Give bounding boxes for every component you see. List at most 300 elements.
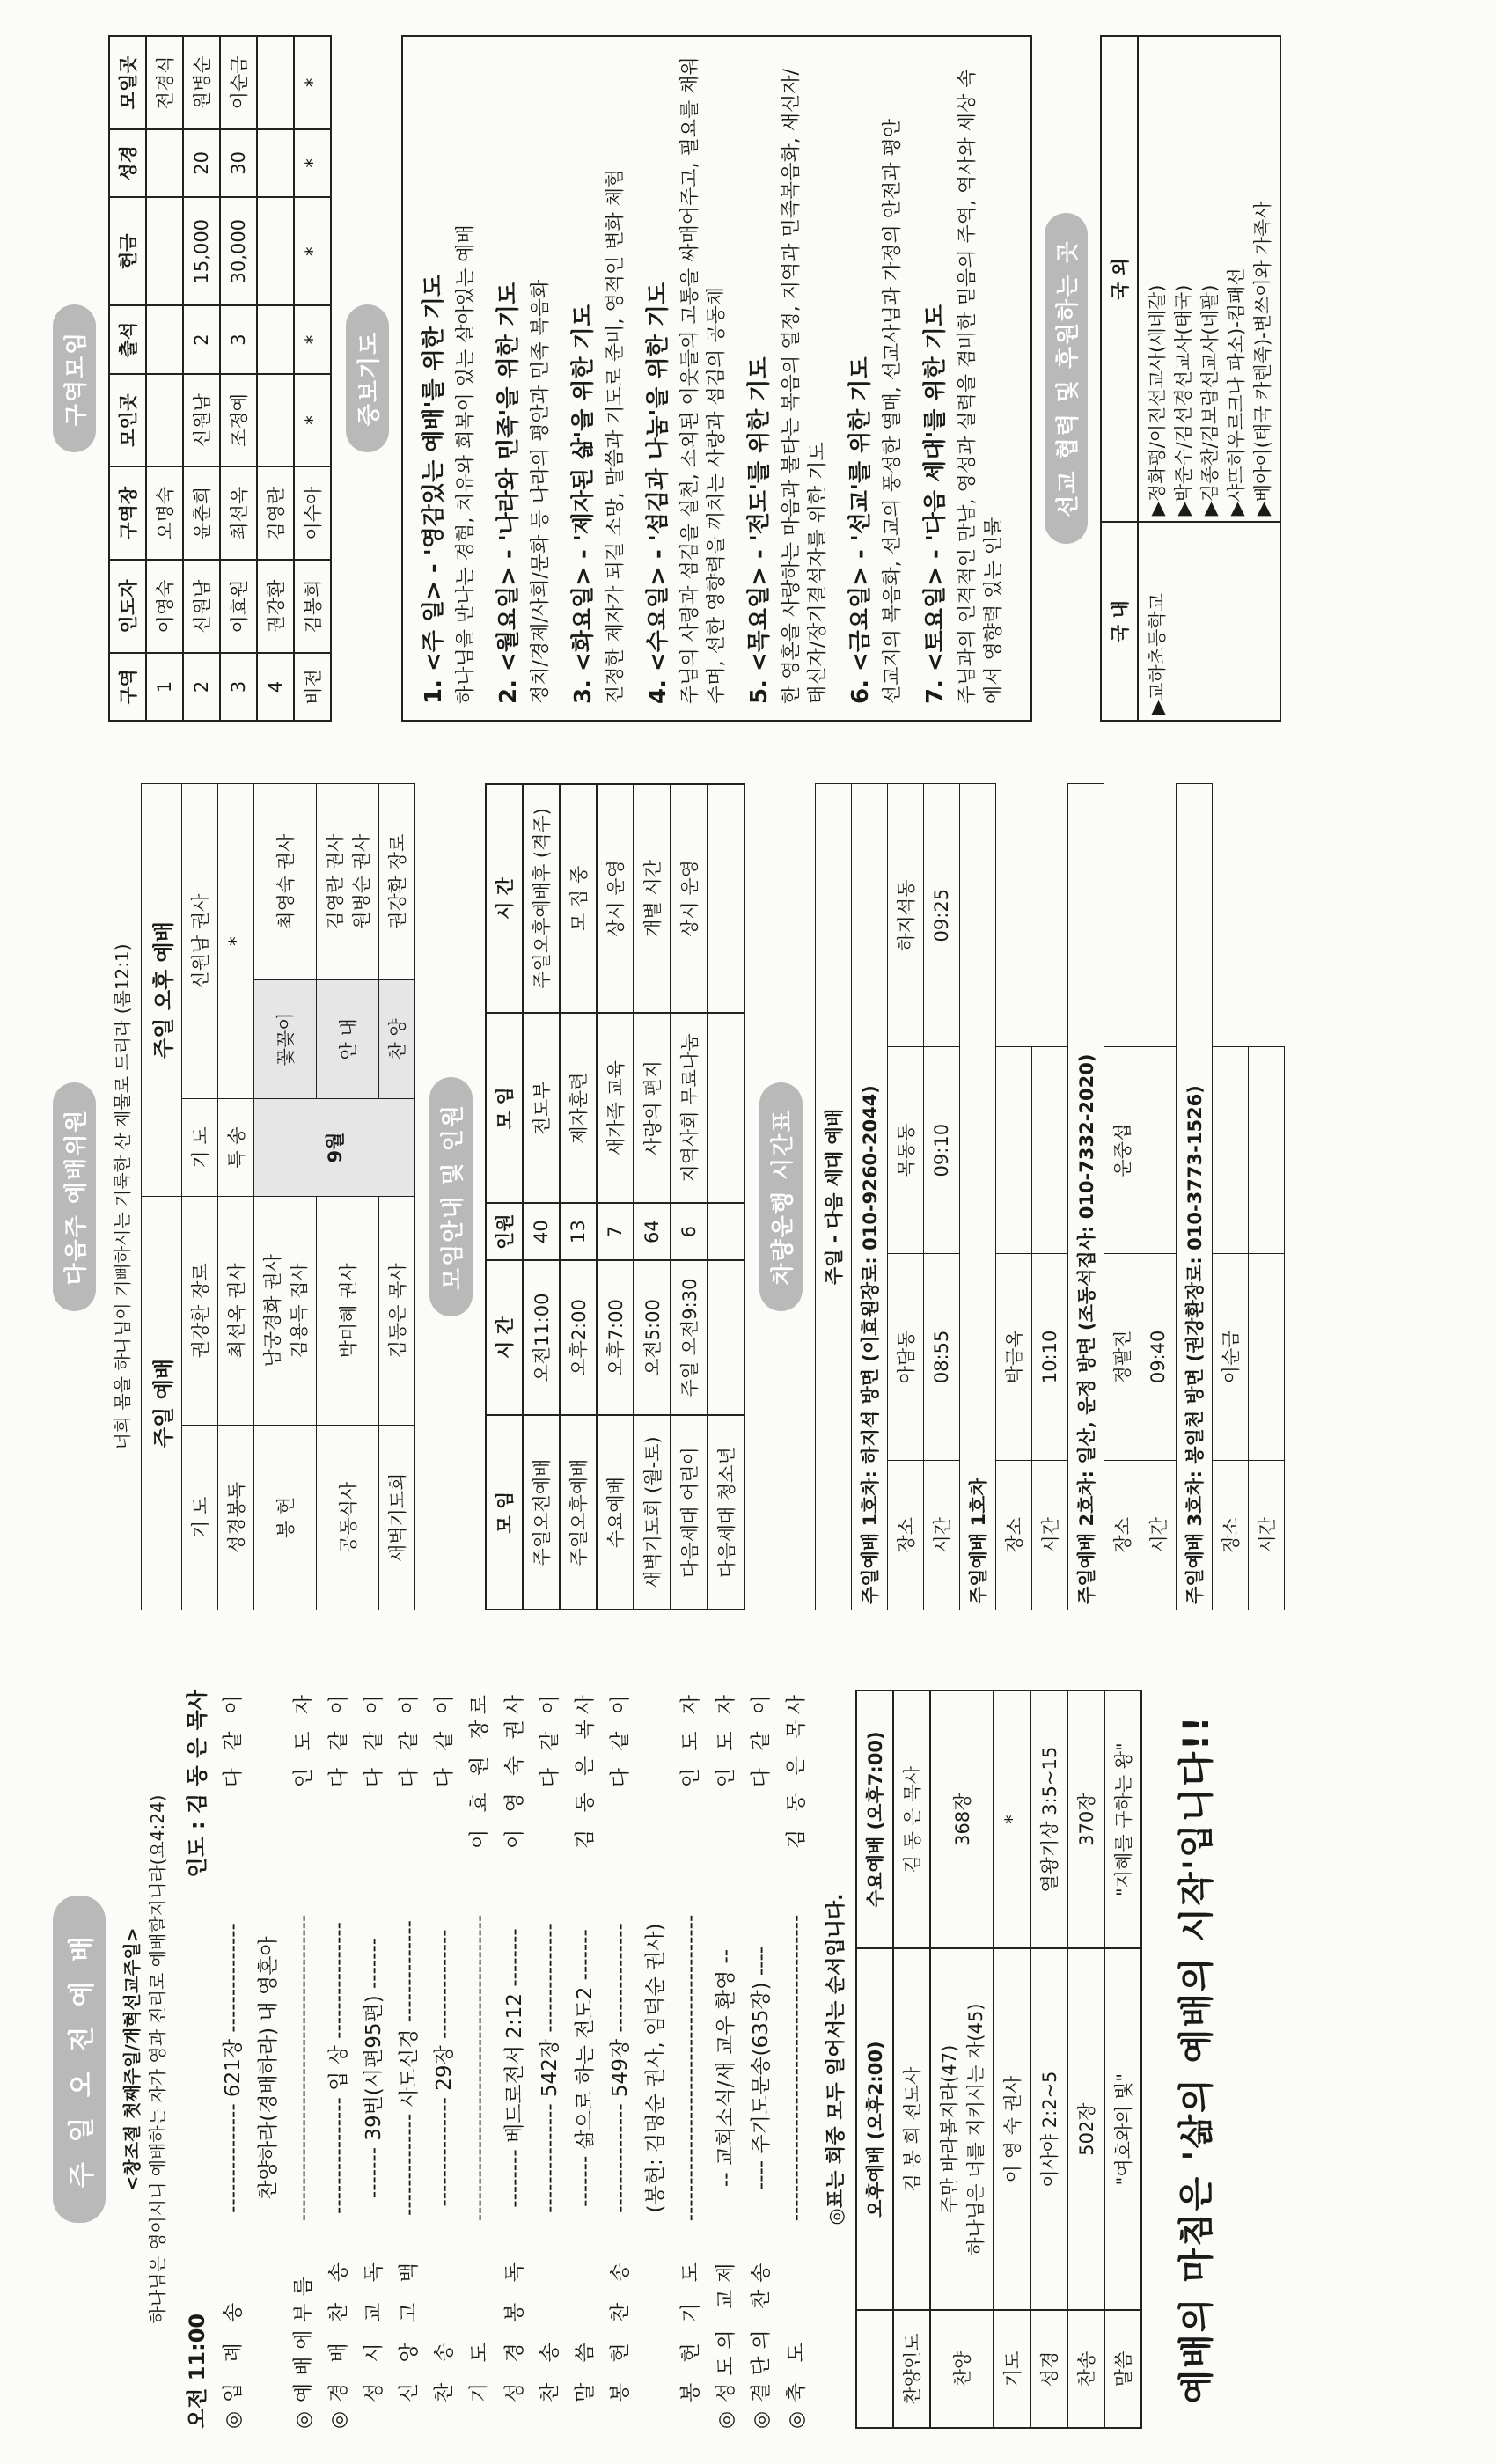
mission-title: 선교 협력 및 후원하는 곳 (1045, 213, 1088, 543)
staff-row (317, 784, 379, 1610)
cell-head-cell: 모일곳 (109, 36, 146, 129)
order-person: 다 같 이 (433, 1690, 456, 1788)
sub-cell: 370장 (1067, 1690, 1104, 1948)
car-cell: 10:10 (1032, 1254, 1068, 1461)
cell-cell: 30 (220, 129, 257, 197)
cell-group-table (108, 35, 332, 722)
meet-cell: 상시 운영 (597, 784, 634, 1013)
cell-cell: 김봉희 (294, 560, 331, 653)
meet-cell: 오후7:00 (597, 1260, 634, 1415)
car-title: 차량운행 시간표 (759, 1082, 803, 1312)
meet-cell: 13 (560, 1203, 597, 1260)
cell-cell: 전경식 (146, 36, 183, 129)
sub-cell: 이사야 2:2~5 (1030, 1948, 1067, 2310)
meet-head-cell: 인원 (486, 1203, 523, 1260)
order-person: 다 같 이 (750, 1690, 773, 1788)
order-label: 봉 헌 기 도 (679, 2255, 702, 2402)
worship-subtitle: <창조절 첫째주일/개혁선교주일> (121, 1927, 143, 2191)
meet-cell: 모 집 중 (560, 784, 597, 1013)
sub-cell: 말씀 (1104, 2310, 1141, 2428)
wednesday-service-head: 수요예배 (오후7:00) (856, 1690, 893, 1948)
order-person: 다 같 이 (539, 1690, 561, 1788)
mission-domestic-item: ▶교하초등학교 (1147, 593, 1168, 715)
meet-cell: 오전5:00 (634, 1260, 671, 1415)
standing-note: ◎표는 회중 모두 일어서는 순서입니다. (825, 1893, 847, 2226)
order-list (216, 1690, 814, 2429)
car-cell: 08:55 (924, 1254, 960, 1461)
order-person: 인 도 자 (715, 1690, 737, 1788)
cell-cell: 2 (183, 653, 220, 721)
sub-cell: 기도 (994, 2310, 1030, 2428)
cell-cell: 4 (257, 653, 294, 721)
order-detail: ------------------------------------------ (292, 1914, 315, 2222)
cell-head-cell: 성경 (109, 129, 146, 197)
cell-cell: 이수아 (294, 466, 331, 560)
order-detail: -- 교회소식/새 교우 환영 -- (715, 1948, 737, 2188)
car-cell: 09:10 (924, 1047, 960, 1254)
order-person: 다 같 이 (327, 1690, 350, 1788)
sub-cell: 찬양인도 (893, 2310, 930, 2428)
car-time-row (1032, 784, 1068, 1610)
prayer-heading: 1. <주 일> - '영감있는 예배'를 위한 기도 (421, 274, 447, 704)
staff-person: 최영숙 권사 (254, 784, 317, 980)
meet-cell: 주일 오전9:30 (671, 1260, 708, 1415)
order-detail: (봉헌: 김명순 권사, 임덕순 권사) (644, 1923, 667, 2213)
car-group-row (960, 784, 996, 1610)
sub-row (930, 1690, 994, 2428)
cell-cell: 1 (146, 653, 183, 721)
sub-cell: 성경 (1030, 2310, 1067, 2428)
order-detail: --------------- 542장 --------------- (539, 1923, 561, 2213)
order-label: 찬 송 (433, 2336, 456, 2402)
order-row (427, 1690, 462, 2429)
staff-role: 꽃꽂이 (254, 979, 317, 1099)
meet-row (671, 784, 708, 1610)
month-label: 9월 (254, 1099, 415, 1197)
staff-person: * (218, 784, 254, 1099)
order-row (497, 1690, 532, 2429)
car-group-row (1068, 784, 1104, 1610)
order-row (744, 1690, 779, 2429)
sub-row (1067, 1690, 1104, 2428)
am-service-head: 주일 예배 (142, 1196, 182, 1610)
meet-cell: 주일오전예배 (523, 1415, 560, 1610)
staff-role: 봉 헌 (254, 1425, 317, 1610)
staff-role: 기 도 (182, 1425, 218, 1610)
cell-cell: 원병순 (183, 36, 220, 129)
cell-row (146, 36, 183, 721)
order-detail: -------- 베드로전서 2:12 -------- (503, 1928, 526, 2208)
car-place-row (1213, 784, 1249, 1610)
mission-table (1100, 35, 1281, 722)
cell-cell (257, 129, 294, 197)
sub-cell: "지혜를 구하는 왕" (1104, 1690, 1141, 1948)
order-row (286, 1690, 321, 2429)
sub-cell: * (994, 1690, 1030, 1948)
staff-person: 최선옥 권사 (218, 1196, 254, 1425)
car-cell: 시간 (1032, 1460, 1068, 1610)
order-label: 말 씀 (574, 2336, 597, 2402)
meet-cell: 40 (523, 1203, 560, 1260)
sub-row (893, 1690, 930, 2428)
cell-cell: * (294, 36, 331, 129)
meet-cell (708, 1013, 744, 1203)
staff-row (379, 784, 415, 1610)
cell-cell: 김영란 (257, 466, 294, 560)
cell-head-cell: 인도자 (109, 560, 146, 653)
meeting-table (485, 783, 745, 1610)
cell-cell: * (294, 197, 331, 306)
car-cell: 박금옥 (996, 1254, 1032, 1461)
order-person: 다 같 이 (363, 1690, 385, 1788)
meet-cell: 다음세대 어린이 (671, 1415, 708, 1610)
meet-cell: 제자훈련 (560, 1013, 597, 1203)
order-mark: ◎ (785, 2410, 808, 2429)
worship-time: 오전 11:00 (185, 2313, 209, 2429)
prayer-text: 주님과의 인격적인 만남, 영성과 실력을 겸비한 믿음의 주역, 역사와 세상 속에서 영향력 있는 인물 (957, 69, 1005, 704)
meet-row (708, 784, 744, 1610)
staff-person: 권강환 장로 (182, 1196, 218, 1425)
cell-cell: 권강환 (257, 560, 294, 653)
meet-cell: 6 (671, 1203, 708, 1260)
order-detail: ------------------------------------------ (679, 1914, 702, 2222)
meet-cell (708, 1260, 744, 1415)
cell-row (294, 36, 331, 721)
prayer-heading: 4. <수요일> - '섬김과 나눔'을 위한 기도 (645, 282, 671, 704)
car-cell (1032, 1047, 1068, 1254)
order-row (251, 1690, 286, 2429)
order-label: 축 도 (785, 2336, 808, 2402)
meet-row (597, 784, 634, 1610)
sub-row (1030, 1690, 1067, 2428)
staff-person: 남궁경화 권사 김용득 집사 (254, 1196, 317, 1425)
order-mark: ◎ (750, 2410, 773, 2429)
meet-cell: 새벽기도회 (월-토) (634, 1415, 671, 1610)
order-person: 이 영 숙 권사 (503, 1690, 526, 1850)
pm-service-head: 주일 오후 예배 (142, 784, 182, 1197)
staff-person: 신원남 권사 (182, 784, 218, 1099)
order-detail: ------- 삶으로 하는 전도2 ------- (574, 1929, 597, 2207)
cell-row (183, 36, 220, 721)
sub-cell: 열왕기상 3:5~15 (1030, 1690, 1067, 1948)
order-row (321, 1690, 356, 2429)
cell-cell: 3 (220, 305, 257, 373)
car-cell (1213, 1047, 1249, 1254)
meet-head-cell: 모 임 (486, 1415, 523, 1610)
staff-person: 김동은 목사 (379, 1196, 415, 1425)
order-detail: ------- 39번(시편95편) ------- (363, 1937, 385, 2199)
cell-head-cell: 구역장 (109, 466, 146, 560)
staff-role: 안 내 (317, 979, 379, 1099)
staff-table (141, 783, 415, 1610)
order-label: 신 앙 고 백 (398, 2255, 421, 2402)
car-cell (996, 1047, 1032, 1254)
order-label: 성도의 교제 (715, 2255, 737, 2402)
order-detail: ---- 주기도문송(635장) ---- (750, 1946, 773, 2190)
prayer-heading: 6. <금요일> - '선교'를 위한 기도 (847, 356, 874, 704)
sub-cell: 이 영 숙 권사 (994, 1948, 1030, 2310)
cell-head-cell: 구역 (109, 653, 146, 721)
car-group-row (852, 784, 888, 1610)
order-row (638, 1690, 673, 2429)
order-person: 인 도 자 (679, 1690, 702, 1788)
meet-cell: 수요예배 (597, 1415, 634, 1610)
meet-cell: 지역사회 무료나눔 (671, 1013, 708, 1203)
car-cell (1140, 1047, 1177, 1254)
cell-group-panel (0, 0, 1496, 739)
order-detail: --------------- 29장 --------------- (433, 1929, 456, 2207)
staff-row (218, 784, 254, 1610)
mission-overseas-item: ▶정화평/이진선교사(세네갈) (1147, 284, 1168, 517)
prayer-title: 중보기도 (346, 304, 389, 452)
car-cell: 하지석동 (888, 784, 924, 1047)
order-detail: ------------------------------------------ (468, 1914, 491, 2222)
order-label: 성 시 교 독 (363, 2255, 385, 2402)
order-label: 결단의 찬송 (750, 2255, 773, 2402)
meeting-title: 모임안내 및 인원 (429, 1077, 473, 1316)
cell-cell: 오명숙 (146, 466, 183, 560)
meet-cell: 새가족 교육 (597, 1013, 634, 1203)
order-person: 김 동 은 목사 (574, 1690, 597, 1850)
order-mark: ◎ (327, 2410, 350, 2429)
cell-cell: 윤춘희 (183, 466, 220, 560)
sub-cell: 502장 (1067, 1948, 1104, 2310)
cell-cell: 2 (183, 305, 220, 373)
order-label: 찬 송 (539, 2336, 561, 2402)
domestic-head: 국 내 (1101, 522, 1138, 721)
car-cell: 장소 (1104, 1460, 1140, 1610)
car-head: 주일 - 다음 세대 예배 (816, 784, 852, 1610)
cell-cell (146, 197, 183, 306)
meet-cell (708, 1203, 744, 1260)
staff-row (182, 784, 218, 1610)
staff-row (254, 784, 317, 1610)
sub-row (994, 1690, 1030, 2428)
prayer-text: 진정한 제자가 되길 소망, 말씀과 기도로 준비, 영적인 변화 체험 (605, 168, 627, 704)
meet-cell: 개별 시간 (634, 784, 671, 1013)
car-cell (1249, 1254, 1285, 1461)
worship-title: 주 일 오 전 예 배 (53, 1896, 106, 2223)
staff-role: 공동식사 (317, 1425, 379, 1610)
order-row (673, 1690, 708, 2429)
car-place-row (996, 784, 1032, 1610)
cell-cell (257, 36, 294, 129)
order-mark: ◎ (222, 2410, 245, 2429)
order-detail: ---------------- 입 상 ---------------- (327, 1922, 350, 2214)
cell-cell (257, 197, 294, 306)
car-cell: 이순금 (1213, 1254, 1249, 1461)
meet-cell: 7 (597, 1203, 634, 1260)
order-person: 인 도 자 (292, 1690, 315, 1788)
car-cell: 장소 (1213, 1460, 1249, 1610)
order-label: 경 배 찬 송 (327, 2255, 350, 2402)
order-detail: --------------- 621장 --------------- (222, 1923, 245, 2213)
car-cell: 시간 (1140, 1460, 1177, 1610)
cell-cell (257, 305, 294, 373)
car-cell: 운중섭 (1104, 1047, 1140, 1254)
prayer-text: 주님의 사랑과 섬김을 실천, 소외된 이웃들의 고통을 싸매어주고, 필요를 채워주며, 선한 영향력을 끼치는 사랑과 섬김의 공동체 (679, 56, 728, 704)
cell-head-cell: 헌금 (109, 197, 146, 306)
prayer-heading: 2. <월요일> - '나라와 민족'을 위한 기도 (495, 282, 522, 704)
sub-cell: "여호와의 빛" (1104, 1948, 1141, 2310)
cell-head-cell: 모인곳 (109, 374, 146, 467)
worship-verse: 하나님은 영이시니 예배하는 자가 영과 진리로 예배할지니라(요4:24) (147, 1794, 168, 2324)
car-cell: 아담동 (888, 1254, 924, 1461)
mission-overseas-item: ▶박준수/김선경선교사(태국) (1173, 284, 1194, 517)
meet-cell (708, 784, 744, 1013)
meet-cell: 사랑의 편지 (634, 1013, 671, 1203)
staff-role: 찬 양 (379, 979, 415, 1099)
order-mark: ◎ (292, 2410, 315, 2429)
worship-order-panel (0, 1654, 1496, 2464)
order-label: 기 도 (468, 2336, 491, 2402)
cell-cell (146, 305, 183, 373)
cell-cell: 조정예 (220, 374, 257, 467)
car-time-row (1140, 784, 1177, 1610)
order-row (603, 1690, 638, 2429)
meet-row (523, 784, 560, 1610)
car-time-row (1249, 784, 1285, 1610)
order-row (216, 1690, 251, 2429)
meet-row (560, 784, 597, 1610)
weekday-service-table (855, 1690, 1142, 2429)
cell-cell: * (294, 129, 331, 197)
staff-role: 새벽기도회 (379, 1425, 415, 1610)
car-time-row (924, 784, 960, 1610)
prayer-text: 선교지의 복음화, 선교의 풍성한 열매, 선교사님과 가정의 안전과 평안 (882, 119, 904, 704)
meet-cell: 오후2:00 (560, 1260, 597, 1415)
car-schedule-table (815, 783, 1285, 1610)
sub-cell: 김 봉 희 전도사 (893, 1948, 930, 2310)
staff-role: 성경봉독 (218, 1425, 254, 1610)
staff-person: 권강환 장로 (379, 784, 415, 980)
car-place-row (888, 784, 924, 1610)
cell-cell: 이순금 (220, 36, 257, 129)
cell-row (220, 36, 257, 721)
meet-cell: 다음세대 청소년 (708, 1415, 744, 1610)
sub-row (1104, 1690, 1141, 2428)
order-person: 다 같 이 (398, 1690, 421, 1788)
car-place-row (1104, 784, 1140, 1610)
order-person: 다 같 이 (222, 1690, 245, 1788)
meet-cell: 오전11:00 (523, 1260, 560, 1415)
car-group-title: 주일예배 2호차: 일산, 운정 방면 (조동석집사: 010-7332-2020) (1068, 784, 1104, 1610)
order-row (708, 1690, 744, 2429)
order-row (532, 1690, 568, 2429)
cell-cell: 3 (220, 653, 257, 721)
overseas-head: 국 외 (1101, 36, 1138, 522)
cell-cell (146, 129, 183, 197)
prayer-text: 정치/경제/사회/문화 등 나라의 평안과 민족 복음화 (530, 279, 552, 704)
order-detail: 찬양하라(경배하라) 내 영혼아 (257, 1936, 280, 2200)
cell-cell: * (294, 374, 331, 467)
car-group-title: 주일예배 1호차 (960, 784, 996, 1610)
staff-person: 김영란 권사 원병순 권사 (317, 784, 379, 980)
worship-leader: 인도 : 김 동 은 목사 (185, 1690, 209, 1878)
car-cell: 09:40 (1140, 1254, 1177, 1461)
prayer-text: 하나님을 만나는 경험, 치유와 회복이 있는 살아있는 예배 (455, 224, 477, 704)
car-cell (1249, 1047, 1285, 1254)
cell-cell: 30,000 (220, 197, 257, 306)
order-label: 성 경 봉 독 (503, 2255, 526, 2402)
meet-head-cell: 시 간 (486, 784, 523, 1013)
sub-cell: 찬송 (1067, 2310, 1104, 2428)
cell-cell: 이효원 (220, 560, 257, 653)
car-group-row (1177, 784, 1213, 1610)
closing-slogan: 예배의 마침은 '삶의 예배의 시작'입니다!! (1177, 1714, 1217, 2404)
car-cell: 정팔진 (1104, 1254, 1140, 1461)
service-staff-panel (0, 757, 1496, 1637)
order-person: 김 동 은 목사 (785, 1690, 808, 1850)
prayer-heading: 7. <토요일> - '다음 세대'를 위한 기도 (922, 304, 949, 704)
cell-cell: 신원남 (183, 374, 220, 467)
cell-cell (146, 374, 183, 467)
order-row (462, 1690, 497, 2429)
order-detail: ------------------------------------------ (785, 1914, 808, 2222)
meet-cell: 주일오후예배 (560, 1415, 597, 1610)
order-mark: ◎ (715, 2410, 737, 2429)
mission-overseas-item: ▶베아이(태국 카렌족)-변쓰이와 가족사 (1252, 201, 1273, 517)
order-label: 봉 헌 찬 송 (609, 2255, 632, 2402)
prayer-list (401, 35, 1032, 722)
order-row (779, 1690, 814, 2429)
prayer-text: 한 영혼을 사랑하는 마음과 불타는 복음의 열정, 지역과 민족복음화, 새신자/태신자/장기결석자를 위한 기도 (781, 69, 829, 704)
order-label: 예배에부름 (292, 2269, 315, 2402)
order-row (356, 1690, 392, 2429)
mission-overseas-item: ▶샤뜨히우르크나 파소)-킴패선 (1226, 268, 1247, 517)
meet-cell: 주일오후예배후 (격주) (523, 784, 560, 1013)
order-detail: -------------- 사도신경 -------------- (398, 1920, 421, 2216)
meet-cell: 전도부 (523, 1013, 560, 1203)
cell-row (257, 36, 294, 721)
car-cell: 시간 (1249, 1460, 1285, 1610)
cell-head-cell: 출석 (109, 305, 146, 373)
sub-cell: 찬양 (930, 2310, 994, 2428)
order-detail: --------------- 549장 --------------- (609, 1923, 632, 2213)
cell-cell (257, 374, 294, 467)
prayer-heading: 5. <목요일> - '전도'를 위한 기도 (746, 356, 773, 704)
prayer-heading: 3. <화요일> - '제자된 삶'을 위한 기도 (570, 304, 597, 704)
meet-cell: 상시 운영 (671, 784, 708, 1013)
staff-role: 기 도 (182, 1099, 218, 1197)
car-cell: 장소 (888, 1460, 924, 1610)
order-person: 이 효 원 장로 (468, 1690, 491, 1850)
next-week-title: 다음주 예배위원 (53, 1082, 96, 1312)
cell-cell: 최선옥 (220, 466, 257, 560)
afternoon-service-head: 오후예배 (오후2:00) (856, 1948, 893, 2310)
meet-cell: 64 (634, 1203, 671, 1260)
cell-cell: 20 (183, 129, 220, 197)
cell-cell: 이영숙 (146, 560, 183, 653)
car-cell: 목동동 (888, 1047, 924, 1254)
cell-cell: 15,000 (183, 197, 220, 306)
order-person: 다 같 이 (609, 1690, 632, 1788)
order-label: 입 례 송 (222, 2295, 245, 2402)
order-row (568, 1690, 603, 2429)
order-row (392, 1690, 427, 2429)
staff-role: 특 송 (218, 1099, 254, 1197)
sub-cell: 김 동 은 목사 (893, 1690, 930, 1948)
sub-cell: 주만 바라볼지라(47) 하나님은 너를 지키시는 자(45) (930, 1948, 994, 2310)
meet-head-cell: 시 간 (486, 1260, 523, 1415)
cell-cell: 비전 (294, 653, 331, 721)
car-cell: 장소 (996, 1460, 1032, 1610)
mission-overseas-item: ▶김종찬/김보람선교사(네팔) (1199, 284, 1221, 517)
car-group-title: 주일예배 3호차: 봉일천 방면 (권강환장로: 010-3773-1526) (1177, 784, 1213, 1610)
meet-row (634, 784, 671, 1610)
meet-head-cell: 모 임 (486, 1013, 523, 1203)
cell-cell: * (294, 305, 331, 373)
